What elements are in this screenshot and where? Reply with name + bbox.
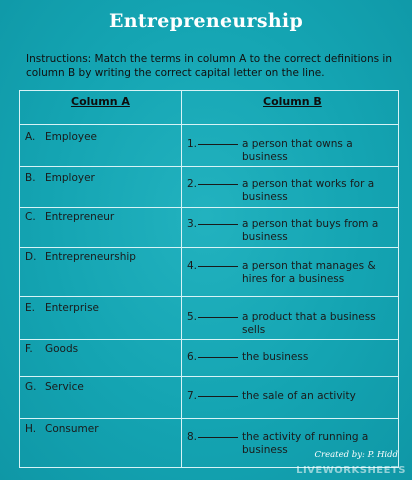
term-item: G. Service — [25, 381, 84, 393]
term-item: F. Goods — [25, 343, 79, 355]
definition-item: 2. a person that works for a business — [187, 178, 375, 203]
answer-blank[interactable] — [198, 224, 238, 225]
term-item: D. Entrepreneurship — [25, 251, 136, 263]
answer-blank[interactable] — [198, 184, 238, 185]
watermark-logo: LIVEWORKSHEETS — [296, 465, 406, 476]
answer-blank[interactable] — [198, 437, 238, 438]
worksheet-title: Entrepreneurship — [108, 10, 304, 32]
column-b-header: Column B — [263, 95, 322, 108]
definition-item: 5. a product that a business sells — [187, 311, 376, 336]
term-item: E. Enterprise — [25, 302, 100, 314]
answer-blank[interactable] — [198, 317, 238, 318]
term-item: B. Employer — [25, 172, 95, 184]
instructions-text: Instructions: Match the terms in column A to the correct definitions in column B by writing the correct capital letter on the line. — [26, 53, 393, 79]
definition-item: 1. a person that owns a business — [187, 138, 353, 163]
answer-blank[interactable] — [198, 396, 238, 397]
definition-item: 7. the sale of an activity — [187, 390, 356, 402]
definition-item: 8. the activity of running a business — [187, 431, 369, 456]
author-credit: Created by: P. Hidd — [314, 450, 398, 460]
definition-item: 4. a person that manages & hires for a business — [187, 260, 376, 285]
term-item: H. Consumer — [25, 423, 99, 435]
column-a-header: Column A — [71, 95, 130, 108]
definition-item: 6. the business — [187, 351, 309, 363]
matching-table — [19, 90, 399, 468]
answer-blank[interactable] — [198, 266, 238, 267]
definition-item: 3. a person that buys from a business — [187, 218, 379, 243]
answer-blank[interactable] — [198, 144, 238, 145]
answer-blank[interactable] — [198, 357, 238, 358]
term-item: A. Employee — [25, 131, 98, 143]
term-item: C. Entrepreneur — [25, 211, 115, 223]
